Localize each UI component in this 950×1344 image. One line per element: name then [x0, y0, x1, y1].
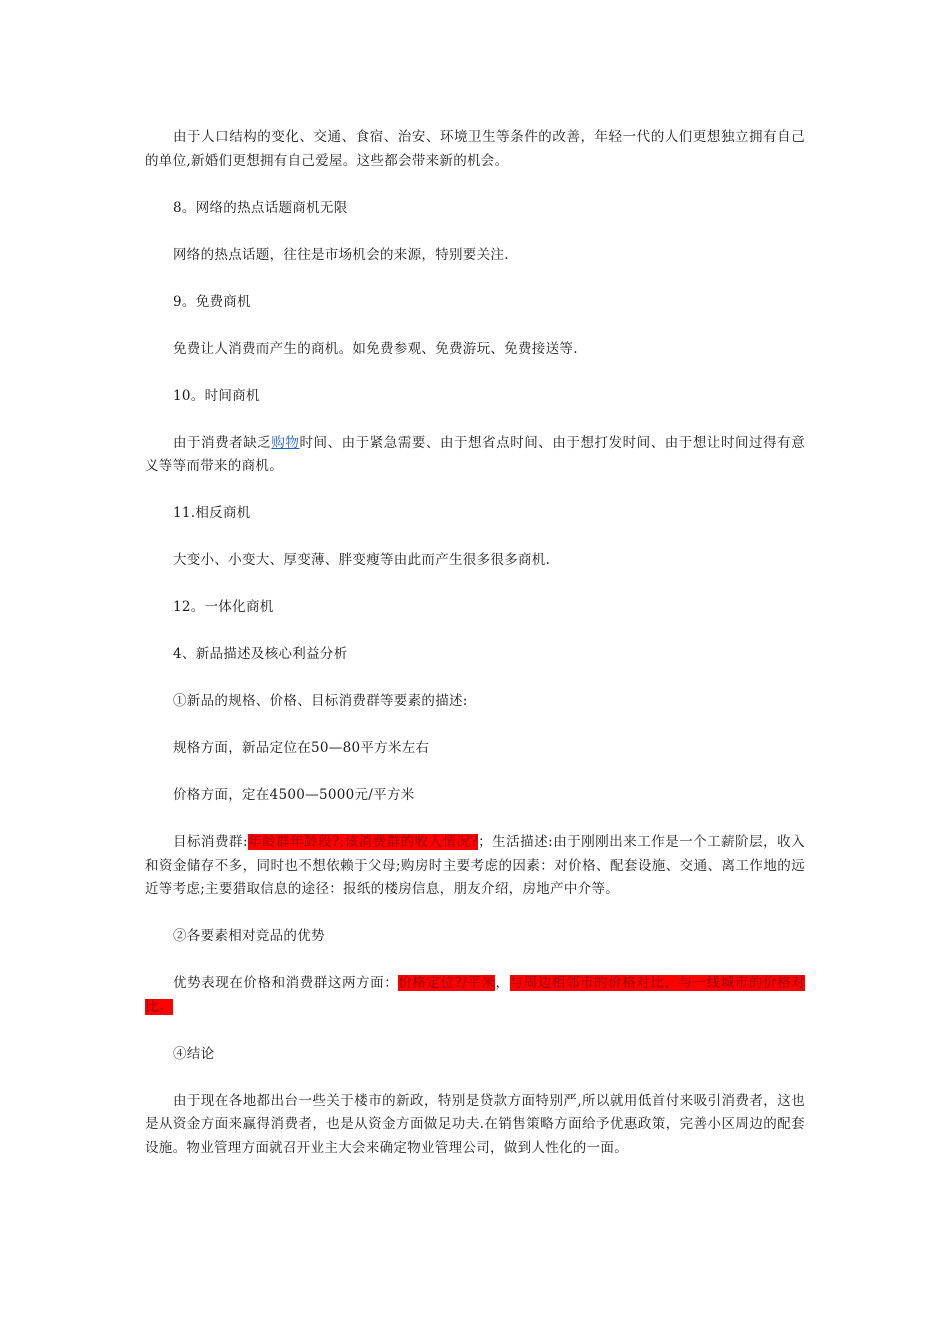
paragraph-8: 网络的热点话题，往往是市场机会的来源，特别要关注. — [173, 246, 509, 263]
paragraph-11: 大变小、小变大、厚变薄、胖变瘦等由此而产生很多很多商机. — [173, 552, 551, 568]
target-label: 目标消费群: — [173, 834, 248, 850]
shopping-link[interactable]: 购物 — [271, 434, 300, 451]
conclusion-paragraph: 由于现在各地都出台一些关于楼市的新政，特别是贷款方面特别严,所以就用低首付来吸引消费者，这也是从资金方面来赢得消费者，也是从资金方面做足功夫.在销售策略方面给予优惠政策，完善小区周边的配套设施。物业管理方面就召开业主大会来确定物业管理公司，做到人性化的一面。 — [145, 1092, 805, 1156]
paragraph-9: 免费让人消费而产生的商机。如免费参观、免费游玩、免费接送等. — [173, 340, 578, 357]
paragraph-10-start: 由于消费者缺乏 — [173, 434, 272, 451]
heading-4: 4、新品描述及核心利益分析 — [173, 646, 348, 662]
advantage-intro: 优势表现在价格和消费群这两方面： — [173, 975, 399, 991]
target-description: ；生活描述:由于刚刚出来工作是一个工薪阶层，收入和资金储存不多，同时也不想依赖于父母;购房时主要考虑的因素：对价格、配套设施、交通、离工作地的远近等考虑;主要猎取信息的途径：报纸的楼房信息，朋友介绍，房地产中介等。 — [145, 834, 805, 897]
paragraph-population: 由于人口结构的变化、交通、食宿、治安、环境卫生等条件的改善，年轻一代的人们更想独立拥有自己的单位,新婚们更想拥有自己爱屋。这些都会带来新的机会。 — [145, 129, 805, 169]
heading-10: 10。时间商机 — [173, 387, 260, 404]
subheading-2: ②各要素相对竞品的优势 — [173, 928, 325, 944]
target-highlight: 年龄群年龄段?;该消费群的收入情况? — [247, 834, 479, 850]
advantage-end: 。 — [158, 998, 173, 1015]
subheading-4: ④结论 — [173, 1045, 215, 1062]
advantage-paragraph — [145, 972, 805, 1019]
advantage-comma: ， — [495, 975, 510, 991]
advantage-highlight-compare: 与周边相邻市的价格对比，与一线城市的价格对比 — [145, 975, 805, 1015]
subheading-1: ①新品的规格、价格、目标消费群等要素的描述: — [173, 693, 468, 709]
price-paragraph: 价格方面，定在4500—5000元/平方米 — [173, 787, 415, 803]
heading-9: 9。免费商机 — [173, 293, 251, 310]
paragraph-10-end: 时间、由于紧急需要、由于想省点时间、由于想打发时间、由于想让时间过得有意义等等而带来的商机。 — [145, 434, 805, 474]
spec-paragraph: 规格方面，新品定位在50—80平方米左右 — [173, 740, 430, 756]
heading-8: 8。网络的热点话题商机无限 — [173, 199, 348, 216]
advantage-highlight-price: 价格定位?/平米 — [398, 975, 496, 991]
paragraph-10 — [145, 432, 805, 479]
target-paragraph — [145, 831, 805, 902]
heading-12: 12。一体化商机 — [173, 599, 274, 615]
document-body — [145, 126, 805, 1184]
heading-11: 11.相反商机 — [173, 505, 251, 521]
